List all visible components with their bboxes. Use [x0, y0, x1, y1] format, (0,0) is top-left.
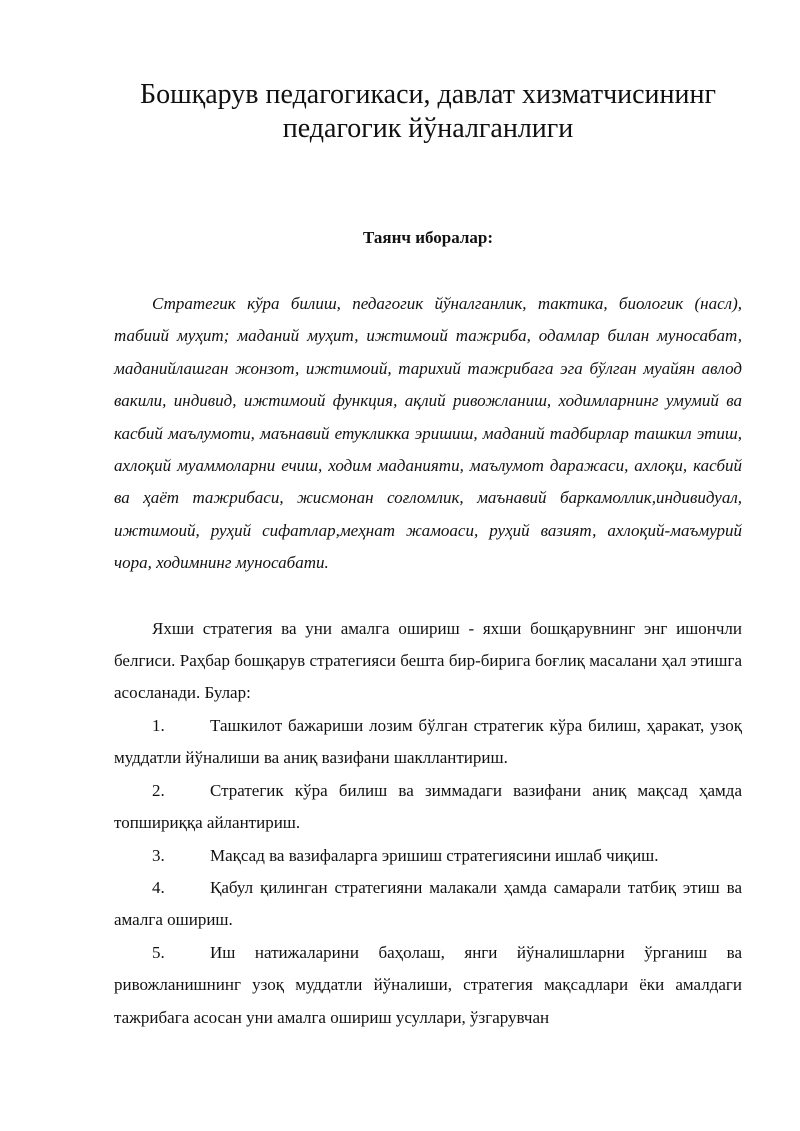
list-number: 3.	[152, 845, 165, 865]
list-number: 2.	[152, 780, 165, 800]
list-text: Иш натижаларини баҳолаш, янги йўналишларни ўрганиш ва ривожланишнинг узоқ муддатли йўналиши, стратегия мақсадлари ёки амалдаги тажрибага асосан уни амалга ошириш усуллари, ўзгарувчан	[114, 942, 742, 1027]
list-number: 1.	[152, 715, 165, 735]
list-text: Стратегик кўра билиш ва зиммадаги вазифани аниқ мақсад ҳамда топшириққа айлантириш.	[114, 780, 742, 833]
list-item	[114, 872, 742, 937]
intro-paragraph: Яхши стратегия ва уни амалга ошириш - яхши бошқарувнинг энг ишончли белгиси. Раҳбар бошқарув стратегияси бешта бир-бирига боғлиқ масалани ҳал этишга асосланади. Булар:	[114, 618, 742, 703]
keywords-heading: Таянч иборалар:	[362, 228, 494, 247]
list-text: Қабул қилинган стратегияни малакали ҳамда самарали татбиқ этиш ва амалга ошириш.	[114, 877, 742, 930]
list-item	[114, 840, 742, 872]
title-line-1: Бошқарув педагогикаси, давлат хизматчисининг	[140, 79, 716, 110]
list-item	[114, 775, 742, 840]
document-title	[114, 78, 742, 146]
list-text: Ташкилот бажариши лозим бўлган стратегик кўра билиш, ҳаракат, узоқ муддатли йўналиши ва аниқ вазифани шакллантириш.	[114, 715, 742, 768]
list-number: 5.	[152, 942, 165, 962]
list-item	[114, 710, 742, 775]
list-item	[114, 937, 742, 1034]
title-line-2: педагогик йўналганлиги	[282, 113, 574, 144]
list-text: Мақсад ва вазифаларга эришиш стратегиясини ишлаб чиқиш.	[210, 845, 659, 865]
list-number: 4.	[152, 877, 165, 897]
document-page	[114, 78, 742, 1034]
numbered-list	[114, 710, 742, 1034]
keywords-paragraph: Стратегик кўра билиш, педагогик йўналганлик, тактика, биологик (насл), табиий муҳит; маданий муҳит, ижтимоий тажриба, одамлар билан муносабат, маданийлашган жонзот, ижтимоий, тарихий тажрибага эга бўлган муайян авлод вакили, индивид, ижтимоий функция, ақлий ривожланиш, ходимларнинг умумий ва касбий маълумоти, маънавий етукликка эришиш, маданий тадбирлар ташкил этиш, ахлоқий муаммоларни ечиш, ходим маданияти, маълумот даражаси, ахлоқи, касбий ва ҳаёт тажрибаси, жисмонан соғломлик, маънавий баркамоллик,индивидуал, ижтимоий, руҳий сифатлар,меҳнат жамоаси, руҳий вазият, ахлоқий-маъмурий чора, ходимнинг муносабати.	[114, 294, 742, 573]
